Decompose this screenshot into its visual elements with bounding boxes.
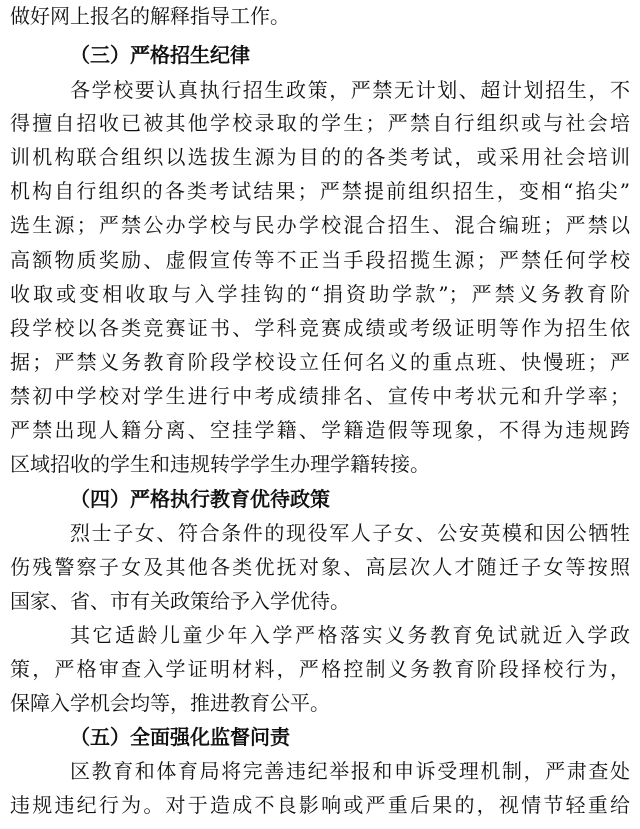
paragraph-line: 保障入学机会均等，推进教育公平。 [10, 691, 330, 715]
paragraph-line: 收取或变相收取与入学挂钩的“捐资助学款”；严禁义务教育阶 [10, 282, 630, 306]
paragraph-line: 违规违纪行为。对于造成不良影响或严重后果的，视情节轻重给 [10, 793, 630, 817]
paragraph-line: 训机构联合组织以选拔生源为目的的各类考试，或采用社会培训 [10, 145, 630, 169]
section-heading: （四）严格执行教育优待政策 [70, 487, 330, 511]
paragraph-line: 其它适龄儿童少年入学严格落实义务教育免试就近入学政 [70, 623, 630, 647]
paragraph-line: 做好网上报名的解释指导工作。 [10, 4, 290, 28]
paragraph-line: 高额物质奖励、虚假宣传等不正当手段招揽生源；严禁任何学校 [10, 248, 630, 272]
paragraph-line: 区教育和体育局将完善违纪举报和申诉受理机制，严肃查处 [70, 759, 630, 783]
paragraph-line: 得擅自招收已被其他学校录取的学生；严禁自行组织或与社会培 [10, 111, 630, 135]
paragraph-line: 国家、省、市有关政策给予入学优待。 [10, 589, 350, 613]
paragraph-line: 区域招收的学生和违规转学学生办理学籍转接。 [10, 452, 430, 476]
section-heading: （三）严格招生纪律 [70, 43, 250, 67]
paragraph-line: 烈士子女、符合条件的现役军人子女、公安英模和因公牺牲 [70, 521, 630, 545]
section-heading: （五）全面强化监督问责 [70, 725, 290, 749]
paragraph-line: 据；严禁义务教育阶段学校设立任何名义的重点班、快慢班；严 [10, 350, 630, 374]
paragraph-line: 选生源；严禁公办学校与民办学校混合招生、混合编班；严禁以 [10, 213, 630, 237]
paragraph-line: 段学校以各类竞赛证书、学科竞赛成绩或考级证明等作为招生依 [10, 316, 630, 340]
paragraph-line: 伤残警察子女及其他各类优抚对象、高层次人才随迁子女等按照 [10, 555, 630, 579]
paragraph-line: 机构自行组织的各类考试结果；严禁提前组织招生，变相“掐尖” [10, 179, 630, 203]
paragraph-line: 严禁出现人籍分离、空挂学籍、学籍造假等现象，不得为违规跨 [10, 418, 630, 442]
paragraph-line: 禁初中学校对学生进行中考成绩排名、宣传中考状元和升学率； [10, 384, 630, 408]
paragraph-line: 各学校要认真执行招生政策，严禁无计划、超计划招生，不 [70, 78, 630, 102]
paragraph-line: 策，严格审查入学证明材料，严格控制义务教育阶段择校行为， [10, 657, 630, 681]
